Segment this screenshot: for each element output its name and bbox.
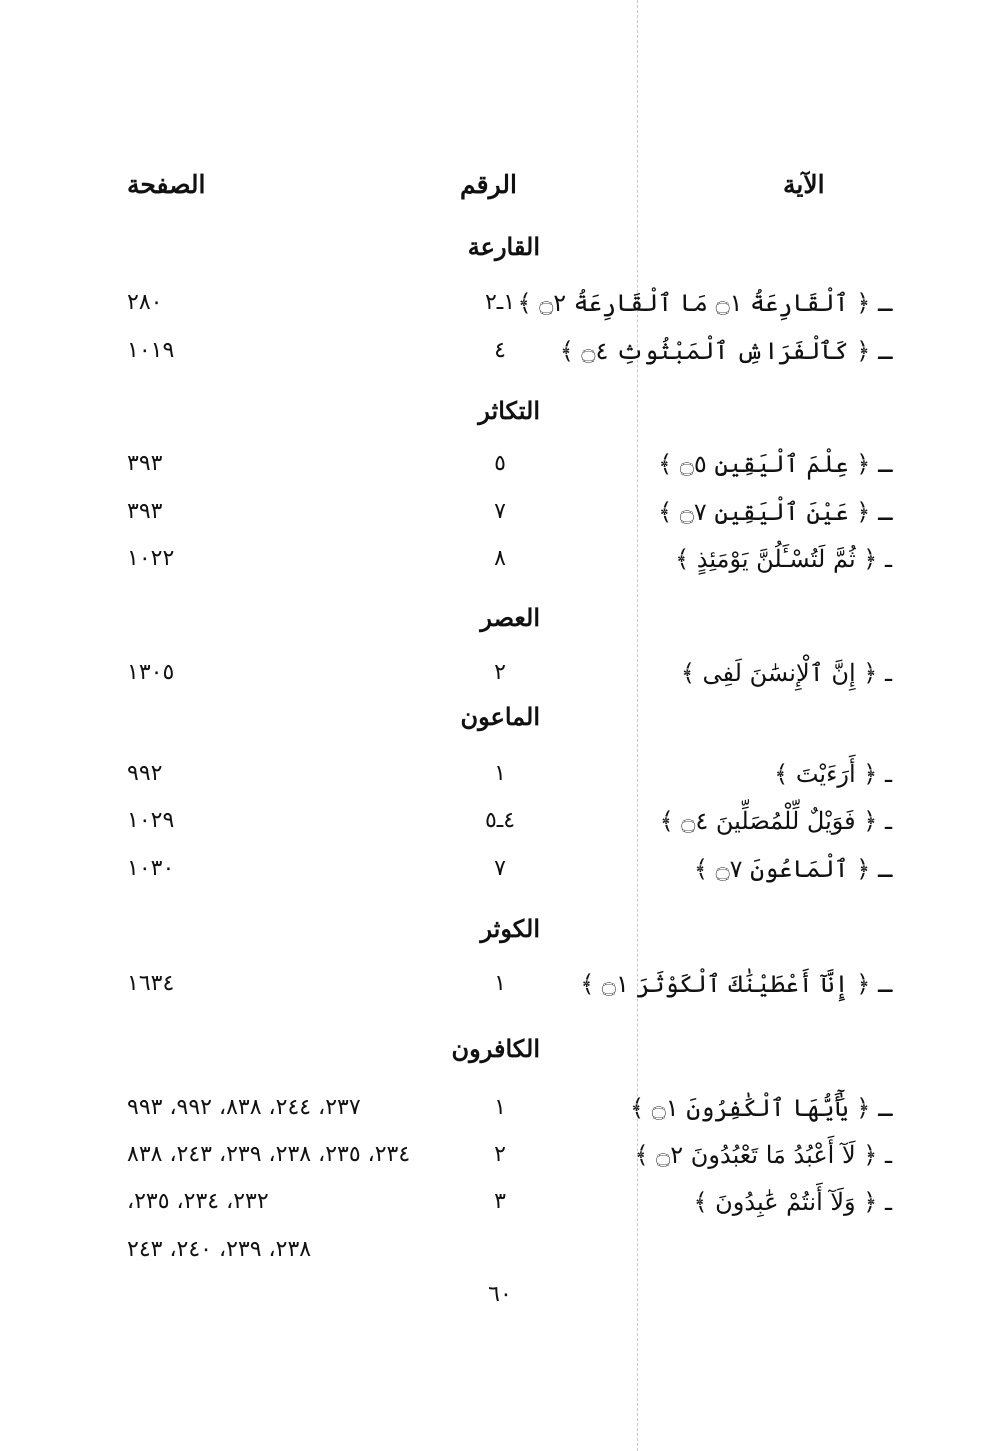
verse-number: ١ـ٢ [484,290,516,315]
verse-number: ٧ [494,856,506,881]
page-refs: ١٠١٩ [127,338,175,363]
verse-number: ٤ـ٥ [484,808,516,833]
verse-text: ـ ﴿ عَيْنَ ٱلْيَقِينِ ۝٧ ﴾ [658,498,892,526]
verse-number: ٢ [494,1142,506,1167]
table-row [0,655,1000,691]
table-row [0,333,1000,369]
surah-title: الماعون [460,702,540,731]
verse-text: ـ ﴿ إِنَّآ أَعْطَيْنَٰكَ ٱلْكَوْثَرَ ۝١ ﴾ [580,970,892,998]
verse-text: ـ ﴿ كَٱلْفَرَاشِ ٱلْمَبْثُوثِ ۝٤ ﴾ [559,337,892,365]
table-row [0,966,1000,1002]
header-page: الصفحة [127,170,206,199]
page-refs: ٢٣٤، ٢٣٥، ٢٣٨، ٢٣٩، ٢٤٣، ٨٣٨ [127,1142,411,1167]
surah-title: التكاثر [478,396,540,425]
surah-title: العصر [480,603,540,632]
table-row [0,1184,1000,1220]
verse-number: ١ [494,1095,506,1120]
table-row [0,756,1000,792]
surah-title: الكافرون [451,1034,540,1063]
verse-text: ـ ﴿ عِلْمَ ٱلْيَقِينِ ۝٥ ﴾ [658,450,892,478]
page-refs: ١٦٣٤ [127,971,175,996]
page-refs: ٣٩٣ [127,451,163,476]
table-row [0,446,1000,482]
page-refs: ٢٣٢، ٢٣٤، ٢٣٥، [127,1189,269,1214]
table-row [0,541,1000,577]
surah-title: القارعة [467,232,540,261]
surah-title: الكوثر [480,914,540,943]
table-row [0,803,1000,839]
table-row [0,851,1000,887]
table-row [0,285,1000,321]
verse-text: ـ ﴿ ٱلْقَارِعَةُ ۝١ مَا ٱلْقَارِعَةُ ۝٢ ﴾ [517,289,892,317]
page-refs: ١٠٢٩ [127,808,175,833]
verse-text: ـ ﴿ ثُمَّ لَتُسْـَٔلُنَّ يَوْمَئِذٍ ﴾ [675,545,892,573]
verse-text: ـ ﴿ أَرَءَيْتَ ﴾ [774,760,892,788]
table-row [0,494,1000,530]
verse-number: ١ [494,761,506,786]
page-refs: ٢٨٠ [127,290,163,315]
verse-text: ـ ﴿ ٱلْمَاعُونَ ۝٧ ﴾ [693,855,892,883]
verse-number: ٢ [494,660,506,685]
page-refs-continuation: ٢٣٨، ٢٣٩، ٢٤٠، ٢٤٣ [127,1237,312,1262]
table-row [0,1090,1000,1126]
page-refs: ٣٩٣ [127,499,163,524]
page-fold-line [637,0,638,1451]
verse-number: ٣ [494,1189,506,1214]
verse-text: ـ ﴿ فَوَيْلٌ لِّلْمُصَلِّينَ ۝٤ ﴾ [659,807,892,835]
header-number: الرقم [460,170,517,199]
verse-text: ـ ﴿ يَٰٓأَيُّهَا ٱلْكَٰفِرُونَ ۝١ ﴾ [630,1094,892,1122]
header-verse: الآية [783,170,825,199]
page-number: ٦٠ [488,1282,512,1307]
verse-number: ١ [494,971,506,996]
page-refs: ١٣٠٥ [127,660,175,685]
page-refs: ١٠٣٠ [127,856,175,881]
page-refs: ٢٣٧، ٢٤٤، ٨٣٨، ٩٩٢، ٩٩٣ [127,1095,361,1120]
verse-text: ـ ﴿ وَلَآ أَنتُمْ عَٰبِدُونَ ﴾ [693,1188,892,1216]
page-refs: ١٠٢٢ [127,546,175,571]
verse-number: ٨ [494,546,506,571]
verse-number: ٤ [494,338,506,363]
verse-text: ـ ﴿ إِنَّ ٱلْإِنسَٰنَ لَفِى ﴾ [680,659,892,687]
table-row [0,1137,1000,1173]
page-refs: ٩٩٢ [127,761,163,786]
verse-number: ٧ [494,499,506,524]
verse-text: ـ ﴿ لَآ أَعْبُدُ مَا تَعْبُدُونَ ۝٢ ﴾ [634,1141,892,1169]
verse-number: ٥ [494,451,506,476]
